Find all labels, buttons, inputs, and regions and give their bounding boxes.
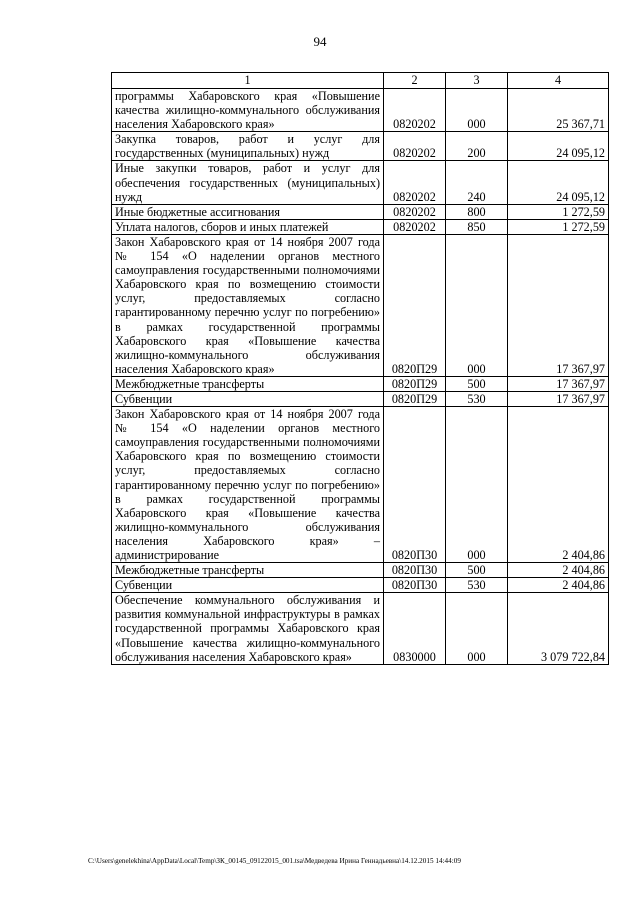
row-amount: 17 367,97 xyxy=(508,391,609,406)
column-header-code: 2 xyxy=(384,73,446,89)
row-type: 000 xyxy=(446,593,508,664)
table-row xyxy=(112,563,609,578)
row-name: Иные закупки товаров, работ и услуг для обеспечения государственных (муниципальных) нужд xyxy=(112,161,384,204)
row-code: 0820П30 xyxy=(384,578,446,593)
row-name: Закупка товаров, работ и услуг для государственных (муниципальных) нужд xyxy=(112,132,384,161)
row-amount: 17 367,97 xyxy=(508,234,609,376)
row-amount: 1 272,59 xyxy=(508,204,609,219)
table-row xyxy=(112,219,609,234)
row-type: 240 xyxy=(446,161,508,204)
document-footer-path: C:\Users\genelekhina\AppData\Local\Temp\ЗК_00145_09122015_001.tsa\Медведева Ирина Геннадьевна\14.12.2015 14:44:09 xyxy=(88,857,461,865)
row-code: 0820202 xyxy=(384,204,446,219)
row-type: 850 xyxy=(446,219,508,234)
row-name: программы Хабаровского края «Повышение качества жилищно-коммунального обслуживания населения Хабаровского края» xyxy=(112,89,384,132)
row-amount: 3 079 722,84 xyxy=(508,593,609,664)
row-amount: 24 095,12 xyxy=(508,132,609,161)
row-code: 0820П29 xyxy=(384,391,446,406)
table-row xyxy=(112,376,609,391)
row-amount: 25 367,71 xyxy=(508,89,609,132)
row-name: Межбюджетные трансферты xyxy=(112,376,384,391)
row-type: 800 xyxy=(446,204,508,219)
table-row xyxy=(112,161,609,204)
column-header-name: 1 xyxy=(112,73,384,89)
row-name: Субвенции xyxy=(112,391,384,406)
column-header-type: 3 xyxy=(446,73,508,89)
row-amount: 24 095,12 xyxy=(508,161,609,204)
row-code: 0820202 xyxy=(384,89,446,132)
row-type: 000 xyxy=(446,89,508,132)
row-amount: 2 404,86 xyxy=(508,407,609,563)
row-type: 000 xyxy=(446,234,508,376)
row-amount: 17 367,97 xyxy=(508,376,609,391)
row-code: 0820202 xyxy=(384,132,446,161)
row-type: 500 xyxy=(446,376,508,391)
row-amount: 2 404,86 xyxy=(508,578,609,593)
page-number: 94 xyxy=(313,34,327,49)
row-name: Обеспечение коммунального обслуживания и развития коммунальной инфраструктуры в рамках государственной программы Хабаровского края «Повышение качества жилищно-коммунального обслуживания населения Хабаровского края» xyxy=(112,593,384,664)
row-amount: 1 272,59 xyxy=(508,219,609,234)
row-amount: 2 404,86 xyxy=(508,563,609,578)
table-row xyxy=(112,132,609,161)
row-code: 0820П30 xyxy=(384,563,446,578)
row-name: Закон Хабаровского края от 14 ноября 2007 года № 154 «О наделении органов местного самоуправления государственными полномочиями Хабаровского края по возмещению стоимости услуг, предоставляемых согласно гарантированному перечню услуг по погребению» в рамках государственной программы Хабаровского края «Повышение качества жилищно-коммунального обслуживания населения Хабаровского края» xyxy=(112,234,384,376)
row-type: 530 xyxy=(446,391,508,406)
row-code: 0820202 xyxy=(384,161,446,204)
row-code: 0820П30 xyxy=(384,407,446,563)
row-code: 0820П29 xyxy=(384,234,446,376)
row-name: Иные бюджетные ассигнования xyxy=(112,204,384,219)
table-row xyxy=(112,578,609,593)
row-type: 500 xyxy=(446,563,508,578)
table-row xyxy=(112,407,609,563)
row-type: 000 xyxy=(446,407,508,563)
budget-table xyxy=(111,72,609,665)
row-name: Межбюджетные трансферты xyxy=(112,563,384,578)
table-row xyxy=(112,204,609,219)
column-header-amount: 4 xyxy=(508,73,609,89)
row-name: Закон Хабаровского края от 14 ноября 2007 года № 154 «О наделении органов местного самоуправления государственными полномочиями Хабаровского края по возмещению стоимости услуг, предоставляемых согласно гарантированному перечню услуг по погребению» в рамках государственной программы Хабаровского края «Повышение качества жилищно-коммунального обслуживания населения Хабаровского края» – администрирование xyxy=(112,407,384,563)
table-row xyxy=(112,89,609,132)
row-name: Уплата налогов, сборов и иных платежей xyxy=(112,219,384,234)
row-type: 200 xyxy=(446,132,508,161)
row-type: 530 xyxy=(446,578,508,593)
row-code: 0830000 xyxy=(384,593,446,664)
table-row xyxy=(112,234,609,376)
table-row xyxy=(112,593,609,664)
table-header-row xyxy=(112,73,609,89)
row-name: Субвенции xyxy=(112,578,384,593)
row-code: 0820202 xyxy=(384,219,446,234)
table-row xyxy=(112,391,609,406)
row-code: 0820П29 xyxy=(384,376,446,391)
